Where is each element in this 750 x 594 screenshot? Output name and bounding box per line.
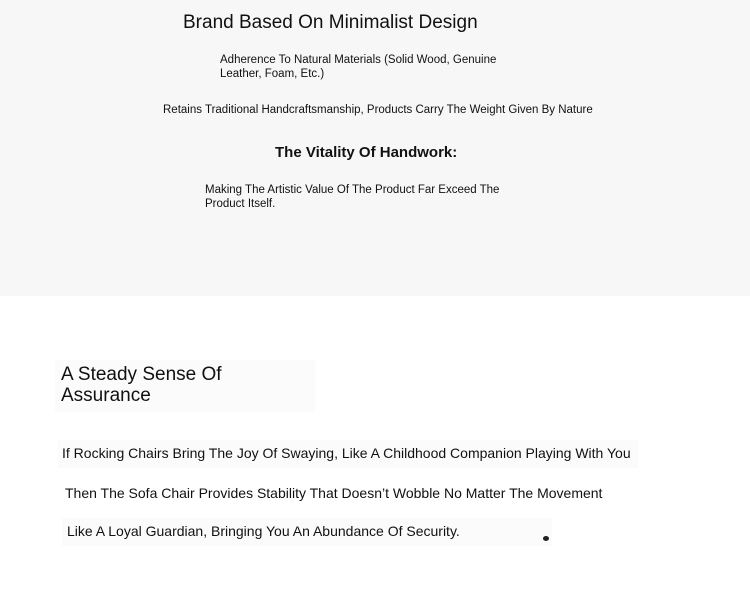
materials-text: Adherence To Natural Materials (Solid Wood, Genuine Leather, Foam, Etc.) xyxy=(220,54,497,80)
brand-section xyxy=(0,0,750,296)
assurance-line-1: If Rocking Chairs Bring The Joy Of Swaying, Like A Childhood Companion Playing With You xyxy=(62,445,631,461)
traditional-text: Retains Traditional Handcraftsmanship, Products Carry The Weight Given By Nature xyxy=(163,104,593,116)
assurance-line-2: Then The Sofa Chair Provides Stability That Doesn’t Wobble No Matter The Movement xyxy=(65,485,603,501)
vitality-heading: The Vitality Of Handwork: xyxy=(275,144,458,161)
assurance-title: A Steady Sense Of Assurance xyxy=(61,364,222,406)
artistic-text: Making The Artistic Value Of The Product Far Exceed The Product Itself. xyxy=(205,184,500,210)
brand-title: Brand Based On Minimalist Design xyxy=(183,12,478,33)
assurance-line-3: Like A Loyal Guardian, Bringing You An Abundance Of Security. xyxy=(67,523,460,539)
cursor-dot-icon xyxy=(543,536,549,541)
